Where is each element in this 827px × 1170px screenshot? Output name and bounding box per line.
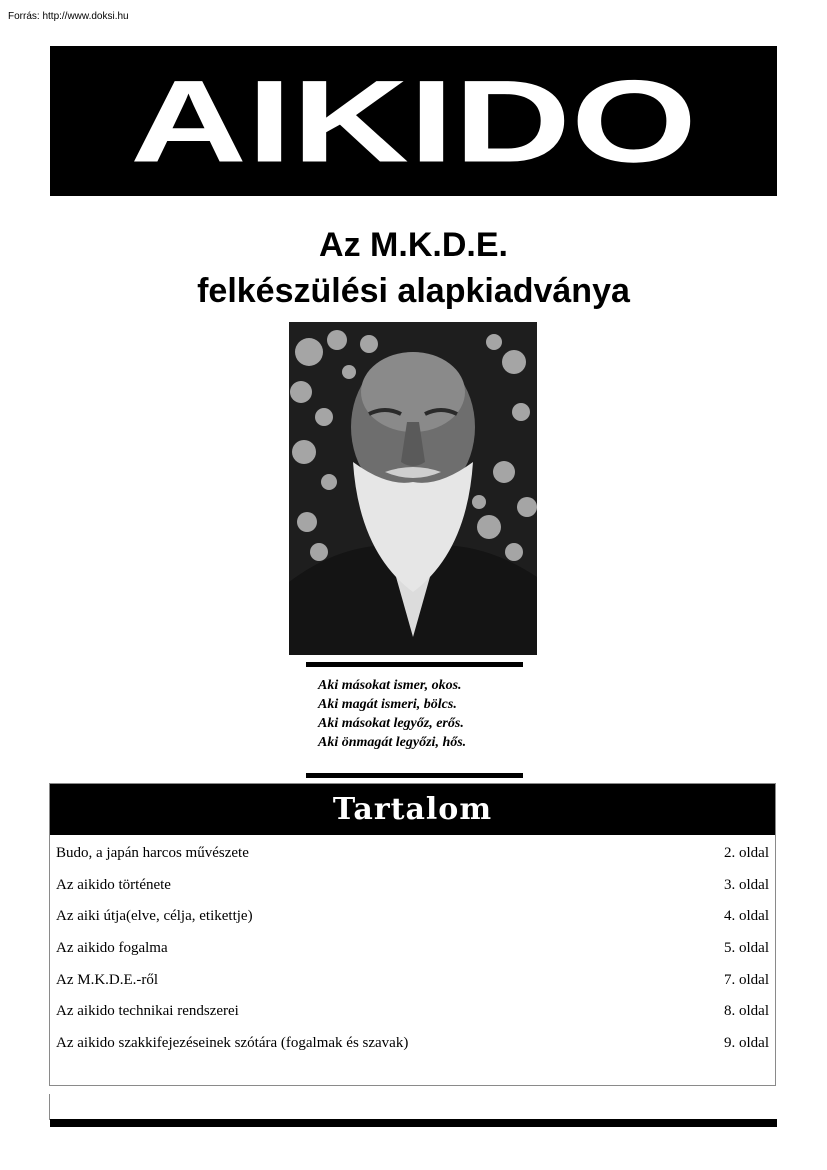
quote-rule-top <box>306 662 523 667</box>
toc-item-title: Az aikido technikai rendszerei <box>56 1003 239 1019</box>
quote-block <box>318 676 558 752</box>
toc-row[interactable] <box>56 938 769 958</box>
subtitle-line-1: Az M.K.D.E. <box>319 226 508 264</box>
footer-bar <box>50 1119 777 1127</box>
toc-item-page: 8. oldal <box>724 1003 769 1019</box>
toc-item-title: Az aikido története <box>56 877 171 893</box>
toc-row[interactable] <box>56 843 769 863</box>
toc-row[interactable] <box>56 1033 769 1053</box>
toc-item-title: Az aikido szakkifejezéseinek szótára (fogalmak és szavak) <box>56 1035 409 1051</box>
toc-item-page: 4. oldal <box>724 908 769 924</box>
quote-line: Aki másokat ismer, okos. <box>318 678 462 693</box>
quote-line: Aki másokat legyőz, erős. <box>318 716 464 731</box>
quote-line: Aki magát ismeri, bölcs. <box>318 697 457 712</box>
quote-line: Aki önmagát legyőzi, hős. <box>318 735 467 750</box>
quote-rule-bottom <box>306 773 523 778</box>
subtitle-line-2: felkészülési alapkiadványa <box>197 272 630 310</box>
toc-item-page: 3. oldal <box>724 877 769 893</box>
toc-item-page: 9. oldal <box>724 1035 769 1051</box>
toc-header <box>50 784 775 835</box>
toc-title: Tartalom <box>332 792 493 827</box>
toc-row[interactable] <box>56 970 769 990</box>
toc-item-page: 7. oldal <box>724 972 769 988</box>
toc-item-title: Budo, a japán harcos művészete <box>56 845 249 861</box>
toc-item-page: 2. oldal <box>724 845 769 861</box>
footer-edge <box>49 1094 50 1120</box>
toc-row[interactable] <box>56 875 769 895</box>
portrait-photo <box>289 322 537 655</box>
toc-item-title: Az M.K.D.E.-ről <box>56 972 159 988</box>
source-note: Forrás: http://www.doksi.hu <box>8 11 129 22</box>
table-of-contents <box>49 783 776 1086</box>
toc-item-title: Az aiki útja(elve, célja, etikettje) <box>56 908 253 924</box>
toc-row[interactable] <box>56 1001 769 1021</box>
banner-title: AIKIDO <box>130 55 697 187</box>
portrait-illustration <box>289 322 537 655</box>
title-banner <box>50 46 777 196</box>
toc-item-title: Az aikido fogalma <box>56 940 168 956</box>
toc-item-page: 5. oldal <box>724 940 769 956</box>
toc-row[interactable] <box>56 906 769 926</box>
